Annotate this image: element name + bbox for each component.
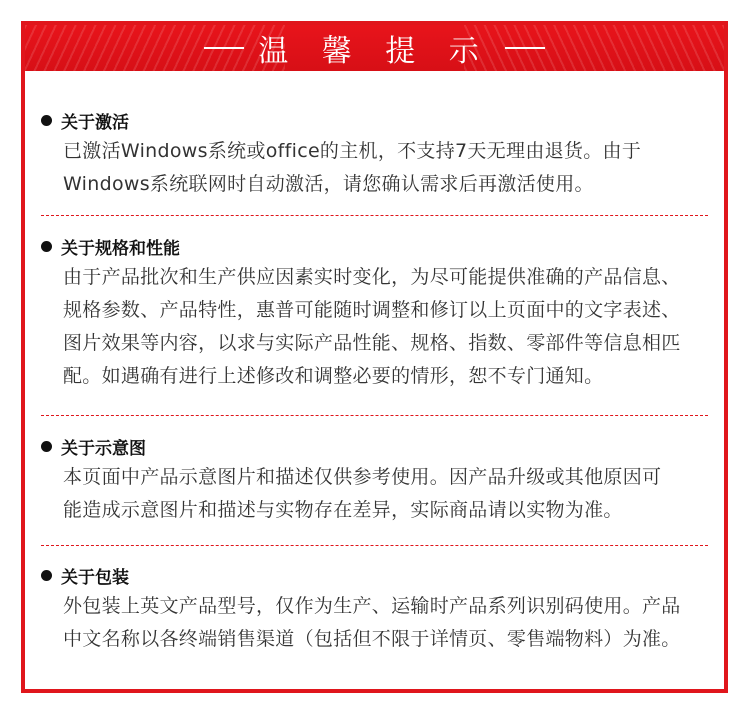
section-heading: [41, 431, 708, 461]
bullet-icon: [41, 241, 52, 252]
section-heading: [41, 231, 708, 261]
dashed-divider: [41, 545, 708, 546]
section-body: 外包装上英文产品型号，仅作为生产、运输时产品系列识别码使用。产品 中文名称以各终端销售渠道（包括但不限于详情页、零售端物料）为准。: [63, 595, 681, 650]
section-illustration: [41, 431, 708, 527]
section-title: 关于示意图: [61, 438, 146, 459]
dashed-divider: [41, 215, 708, 216]
section-body: 已激活Windows系统或office的主机，不支持7天无理由退货。由于 Windows系统联网时自动激活，请您确认需求后再激活使用。: [63, 140, 642, 195]
bullet-icon: [41, 570, 52, 581]
notice-header: [25, 25, 724, 71]
bullet-icon: [41, 115, 52, 126]
section-body: 由于产品批次和生产供应因素实时变化，为尽可能提供准确的产品信息、 规格参数、产品特性，惠普可能随时调整和修订以上页面中的文字表述、 图片效果等内容，以求与实际产品性能、规格、指数、零部件等信息相匹 配。如遇确有进行上述修改和调整必要的情形，恕不专门通知。: [63, 266, 681, 387]
notice-title-text: 温 馨 提 示: [258, 34, 491, 69]
bullet-icon: [41, 441, 52, 452]
title-dash-left: [204, 47, 244, 49]
notice-title: [25, 25, 724, 71]
section-title: 关于包装: [61, 567, 129, 588]
notice-frame: [21, 21, 728, 693]
dashed-divider: [41, 415, 708, 416]
section-heading: [41, 560, 708, 590]
section-activation: [41, 105, 708, 201]
section-specs: [41, 231, 708, 393]
section-title: 关于规格和性能: [61, 238, 180, 259]
title-dash-right: [505, 47, 545, 49]
section-body: 本页面中产品示意图片和描述仅供参考使用。因产品升级或其他原因可 能造成示意图片和描述与实物存在差异，实际商品请以实物为准。: [63, 466, 662, 521]
section-title: 关于激活: [61, 112, 129, 133]
section-packaging: [41, 560, 708, 656]
section-heading: [41, 105, 708, 135]
